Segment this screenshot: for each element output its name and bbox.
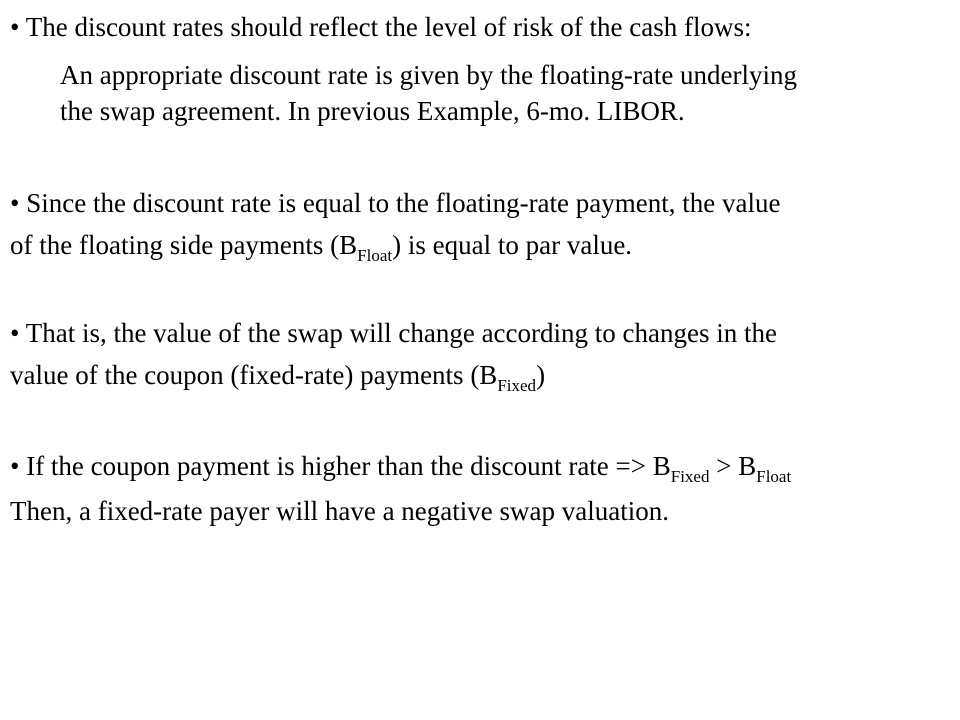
bullet-floating-side-line-1: • Since the discount rate is equal to the floating-rate payment, the value: [10, 188, 781, 218]
bullet-coupon-higher-line-1: [10, 449, 791, 487]
bullet-swap-value-line-1: • That is, the value of the swap will change according to changes in the: [10, 318, 777, 348]
floating-side-text-end: ) is equal to par value.: [392, 230, 633, 260]
bullet-swap-value-line-2: [10, 358, 545, 396]
bullet-floating-side-line-2: [10, 228, 632, 266]
coupon-payments-text: value of the coupon (fixed-rate) payments (B: [10, 360, 498, 390]
floating-side-text: of the floating side payments (B: [10, 230, 358, 260]
coupon-higher-text: • If the coupon payment is higher than the discount rate => B: [10, 451, 671, 481]
bullet-discount-rates-risk: • The discount rates should reflect the level of risk of the cash flows:: [10, 12, 752, 42]
fixed-subscript-2: Fixed: [670, 467, 710, 486]
discount-rate-explanation-line-2: the swap agreement. In previous Example, 6-mo. LIBOR.: [60, 96, 685, 126]
greater-than-text: > B: [709, 451, 757, 481]
negative-valuation-conclusion: Then, a fixed-rate payer will have a negative swap valuation.: [10, 496, 669, 526]
coupon-payments-text-end: ): [536, 360, 546, 390]
discount-rate-explanation-line-1: An appropriate discount rate is given by the floating-rate underlying: [60, 60, 798, 90]
float-subscript: Float: [357, 246, 393, 265]
float-subscript-2: Float: [756, 467, 792, 486]
fixed-subscript: Fixed: [497, 376, 537, 395]
